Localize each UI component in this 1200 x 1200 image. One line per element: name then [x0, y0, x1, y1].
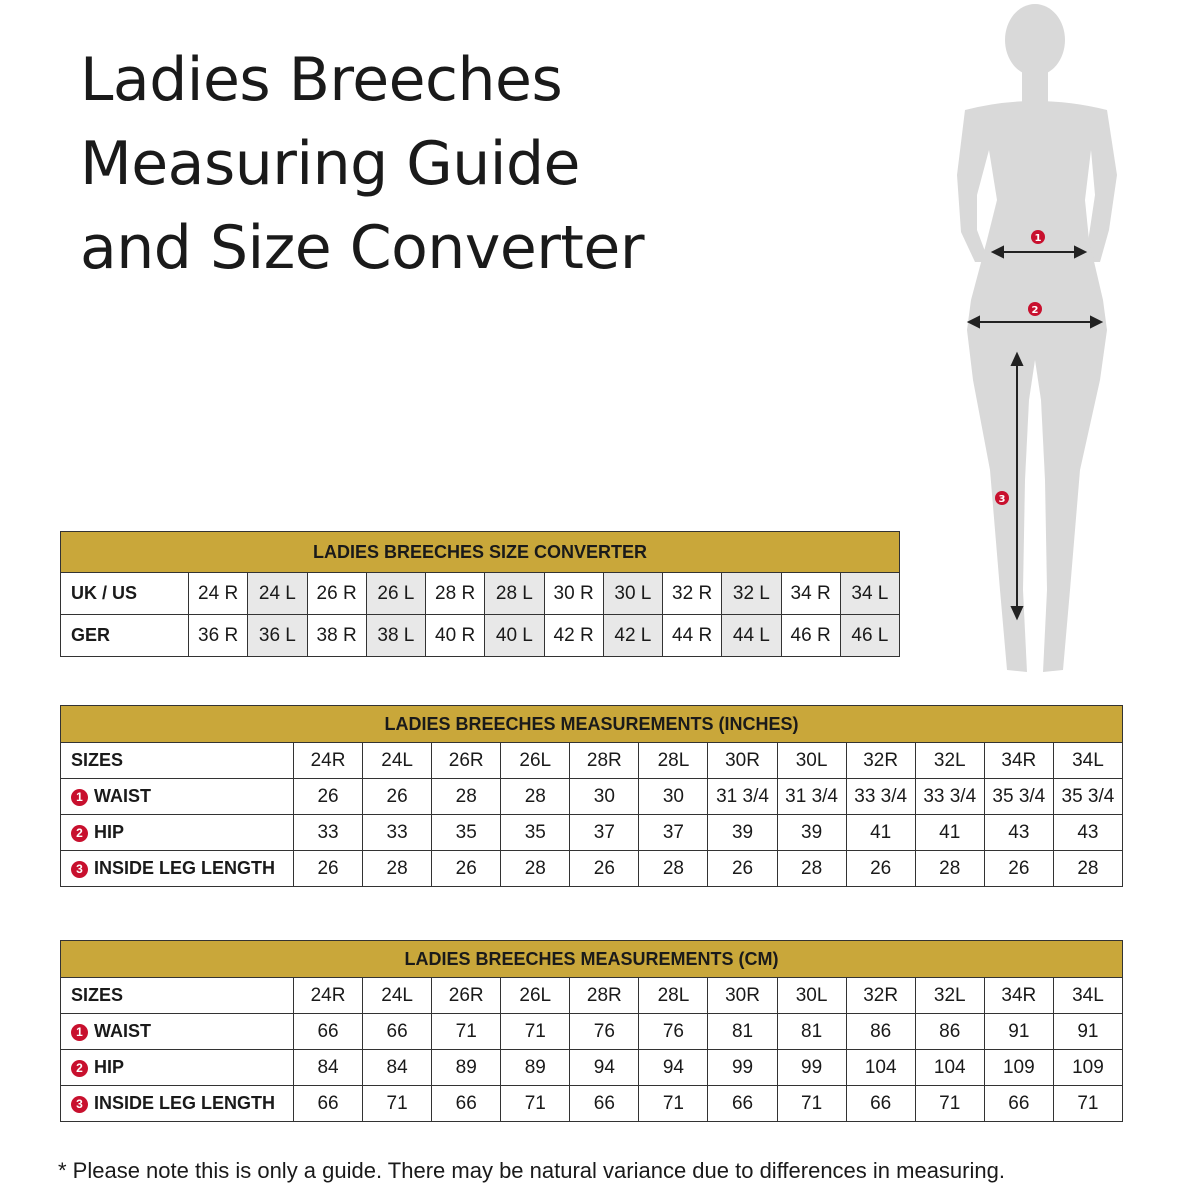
value-cell: 91: [984, 1014, 1053, 1050]
value-cell: 66: [294, 1014, 363, 1050]
sizes-row: [61, 978, 1123, 1014]
inches-body: [61, 743, 1123, 887]
measure-number-icon: 1: [71, 789, 88, 806]
size-cell: 42 R: [544, 615, 603, 657]
size-header-cell: 32L: [915, 978, 984, 1014]
value-cell: 109: [984, 1050, 1053, 1086]
size-cell: 38 R: [307, 615, 366, 657]
silhouette-svg: [895, 0, 1125, 690]
measure-label: [61, 851, 294, 887]
size-cell: 44 L: [722, 615, 781, 657]
size-cell: 32 L: [722, 573, 781, 615]
table-row: [61, 1050, 1123, 1086]
size-header-cell: 30R: [708, 743, 777, 779]
size-cell: 26 R: [307, 573, 366, 615]
converter-title: LADIES BREECHES SIZE CONVERTER: [61, 532, 900, 573]
value-cell: 71: [777, 1086, 846, 1122]
value-cell: 86: [846, 1014, 915, 1050]
value-cell: 66: [363, 1014, 432, 1050]
value-cell: 35 3/4: [984, 779, 1053, 815]
size-cell: 24 L: [248, 573, 307, 615]
marker-1-label: 1: [1034, 233, 1042, 244]
row-label: GER: [61, 615, 189, 657]
value-cell: 31 3/4: [777, 779, 846, 815]
size-header-cell: 26L: [501, 743, 570, 779]
size-header-cell: 32R: [846, 978, 915, 1014]
measure-number-icon: 1: [71, 1024, 88, 1041]
size-header-cell: 34R: [984, 978, 1053, 1014]
size-cell: 28 R: [426, 573, 485, 615]
table-row: [61, 615, 900, 657]
size-header-cell: 26L: [501, 978, 570, 1014]
value-cell: 99: [777, 1050, 846, 1086]
sizes-row: [61, 743, 1123, 779]
value-cell: 71: [639, 1086, 708, 1122]
value-cell: 37: [639, 815, 708, 851]
value-cell: 26: [984, 851, 1053, 887]
value-cell: 26: [708, 851, 777, 887]
value-cell: 26: [363, 779, 432, 815]
value-cell: 71: [915, 1086, 984, 1122]
table-row: [61, 1086, 1123, 1122]
value-cell: 33: [363, 815, 432, 851]
title-line-2: Measuring Guide: [80, 129, 580, 199]
size-header-cell: 30R: [708, 978, 777, 1014]
value-cell: 26: [846, 851, 915, 887]
measure-label: [61, 1050, 294, 1086]
table-row: [61, 573, 900, 615]
value-cell: 31 3/4: [708, 779, 777, 815]
size-cell: 30 R: [544, 573, 603, 615]
size-cell: 40 R: [426, 615, 485, 657]
value-cell: 33 3/4: [915, 779, 984, 815]
value-cell: 91: [1053, 1014, 1122, 1050]
size-cell: 36 R: [189, 615, 248, 657]
converter-body: [61, 573, 900, 657]
title-line-1: Ladies Breeches: [80, 45, 563, 115]
size-header-cell: 28L: [639, 978, 708, 1014]
value-cell: 28: [915, 851, 984, 887]
size-header-cell: 26R: [432, 978, 501, 1014]
value-cell: 76: [570, 1014, 639, 1050]
value-cell: 66: [708, 1086, 777, 1122]
value-cell: 26: [294, 779, 363, 815]
value-cell: 43: [1053, 815, 1122, 851]
value-cell: 94: [639, 1050, 708, 1086]
measure-name: INSIDE LEG LENGTH: [94, 858, 276, 878]
inches-title: LADIES BREECHES MEASUREMENTS (INCHES): [61, 706, 1123, 743]
measure-label: [61, 779, 294, 815]
body-silhouette-figure: [895, 0, 1125, 690]
cm-title: LADIES BREECHES MEASUREMENTS (CM): [61, 941, 1123, 978]
cm-body: [61, 978, 1123, 1122]
value-cell: 28: [1053, 851, 1122, 887]
marker-3-label: 3: [998, 494, 1006, 505]
row-label: UK / US: [61, 573, 189, 615]
value-cell: 109: [1053, 1050, 1122, 1086]
value-cell: 30: [570, 779, 639, 815]
size-header-cell: 24R: [294, 978, 363, 1014]
table-row: [61, 815, 1123, 851]
value-cell: 41: [915, 815, 984, 851]
value-cell: 28: [363, 851, 432, 887]
value-cell: 66: [294, 1086, 363, 1122]
size-header-cell: 32R: [846, 743, 915, 779]
value-cell: 89: [432, 1050, 501, 1086]
value-cell: 33 3/4: [846, 779, 915, 815]
value-cell: 39: [708, 815, 777, 851]
size-cell: 40 L: [485, 615, 544, 657]
value-cell: 35 3/4: [1053, 779, 1122, 815]
measure-name: WAIST: [94, 1021, 151, 1041]
value-cell: 71: [432, 1014, 501, 1050]
value-cell: 84: [294, 1050, 363, 1086]
size-cell: 46 R: [781, 615, 840, 657]
page-title: [80, 38, 644, 290]
value-cell: 35: [432, 815, 501, 851]
value-cell: 28: [639, 851, 708, 887]
measure-name: HIP: [94, 1057, 125, 1077]
table-row: [61, 851, 1123, 887]
value-cell: 89: [501, 1050, 570, 1086]
measurements-cm-table: [60, 940, 1123, 1122]
size-header-cell: 24R: [294, 743, 363, 779]
value-cell: 35: [501, 815, 570, 851]
value-cell: 104: [846, 1050, 915, 1086]
title-line-3: and Size Converter: [80, 213, 645, 283]
value-cell: 28: [432, 779, 501, 815]
value-cell: 81: [708, 1014, 777, 1050]
measure-label: [61, 1014, 294, 1050]
measure-number-icon: 3: [71, 861, 88, 878]
table-row: [61, 779, 1123, 815]
measure-number-icon: 2: [71, 825, 88, 842]
value-cell: 66: [846, 1086, 915, 1122]
value-cell: 43: [984, 815, 1053, 851]
size-header-cell: 24L: [363, 743, 432, 779]
value-cell: 28: [501, 851, 570, 887]
size-header-cell: 28R: [570, 978, 639, 1014]
sizes-label: SIZES: [61, 743, 294, 779]
size-header-cell: 24L: [363, 978, 432, 1014]
size-cell: 32 R: [663, 573, 722, 615]
value-cell: 86: [915, 1014, 984, 1050]
value-cell: 66: [984, 1086, 1053, 1122]
value-cell: 66: [570, 1086, 639, 1122]
value-cell: 104: [915, 1050, 984, 1086]
measure-name: HIP: [94, 822, 125, 842]
size-header-cell: 34L: [1053, 978, 1122, 1014]
size-cell: 26 L: [366, 573, 425, 615]
value-cell: 28: [501, 779, 570, 815]
value-cell: 99: [708, 1050, 777, 1086]
value-cell: 37: [570, 815, 639, 851]
size-header-cell: 34R: [984, 743, 1053, 779]
measure-number-icon: 3: [71, 1096, 88, 1113]
value-cell: 66: [432, 1086, 501, 1122]
value-cell: 28: [777, 851, 846, 887]
size-header-cell: 30L: [777, 978, 846, 1014]
size-header-cell: 30L: [777, 743, 846, 779]
size-cell: 38 L: [366, 615, 425, 657]
measure-name: INSIDE LEG LENGTH: [94, 1093, 276, 1113]
measure-number-icon: 2: [71, 1060, 88, 1077]
size-header-cell: 34L: [1053, 743, 1122, 779]
value-cell: 26: [570, 851, 639, 887]
value-cell: 84: [363, 1050, 432, 1086]
size-cell: 44 R: [663, 615, 722, 657]
sizes-label: SIZES: [61, 978, 294, 1014]
size-cell: 30 L: [603, 573, 662, 615]
marker-2-label: 2: [1031, 305, 1039, 316]
value-cell: 71: [363, 1086, 432, 1122]
measure-label: [61, 1086, 294, 1122]
value-cell: 71: [1053, 1086, 1122, 1122]
measure-label: [61, 815, 294, 851]
size-cell: 46 L: [840, 615, 899, 657]
value-cell: 94: [570, 1050, 639, 1086]
table-row: [61, 1014, 1123, 1050]
measurements-inches-table: [60, 705, 1123, 887]
size-header-cell: 32L: [915, 743, 984, 779]
footnote: * Please note this is only a guide. There may be natural variance due to differences in measuring.: [58, 1158, 1005, 1183]
size-cell: 34 R: [781, 573, 840, 615]
value-cell: 26: [294, 851, 363, 887]
value-cell: 76: [639, 1014, 708, 1050]
size-cell: 34 L: [840, 573, 899, 615]
value-cell: 26: [432, 851, 501, 887]
value-cell: 71: [501, 1086, 570, 1122]
value-cell: 71: [501, 1014, 570, 1050]
size-cell: 24 R: [189, 573, 248, 615]
size-cell: 28 L: [485, 573, 544, 615]
value-cell: 39: [777, 815, 846, 851]
size-header-cell: 28R: [570, 743, 639, 779]
size-header-cell: 28L: [639, 743, 708, 779]
value-cell: 30: [639, 779, 708, 815]
value-cell: 81: [777, 1014, 846, 1050]
size-header-cell: 26R: [432, 743, 501, 779]
measure-name: WAIST: [94, 786, 151, 806]
silhouette-shape: [957, 4, 1117, 672]
size-cell: 36 L: [248, 615, 307, 657]
value-cell: 41: [846, 815, 915, 851]
size-converter-table: [60, 531, 900, 657]
value-cell: 33: [294, 815, 363, 851]
size-cell: 42 L: [603, 615, 662, 657]
